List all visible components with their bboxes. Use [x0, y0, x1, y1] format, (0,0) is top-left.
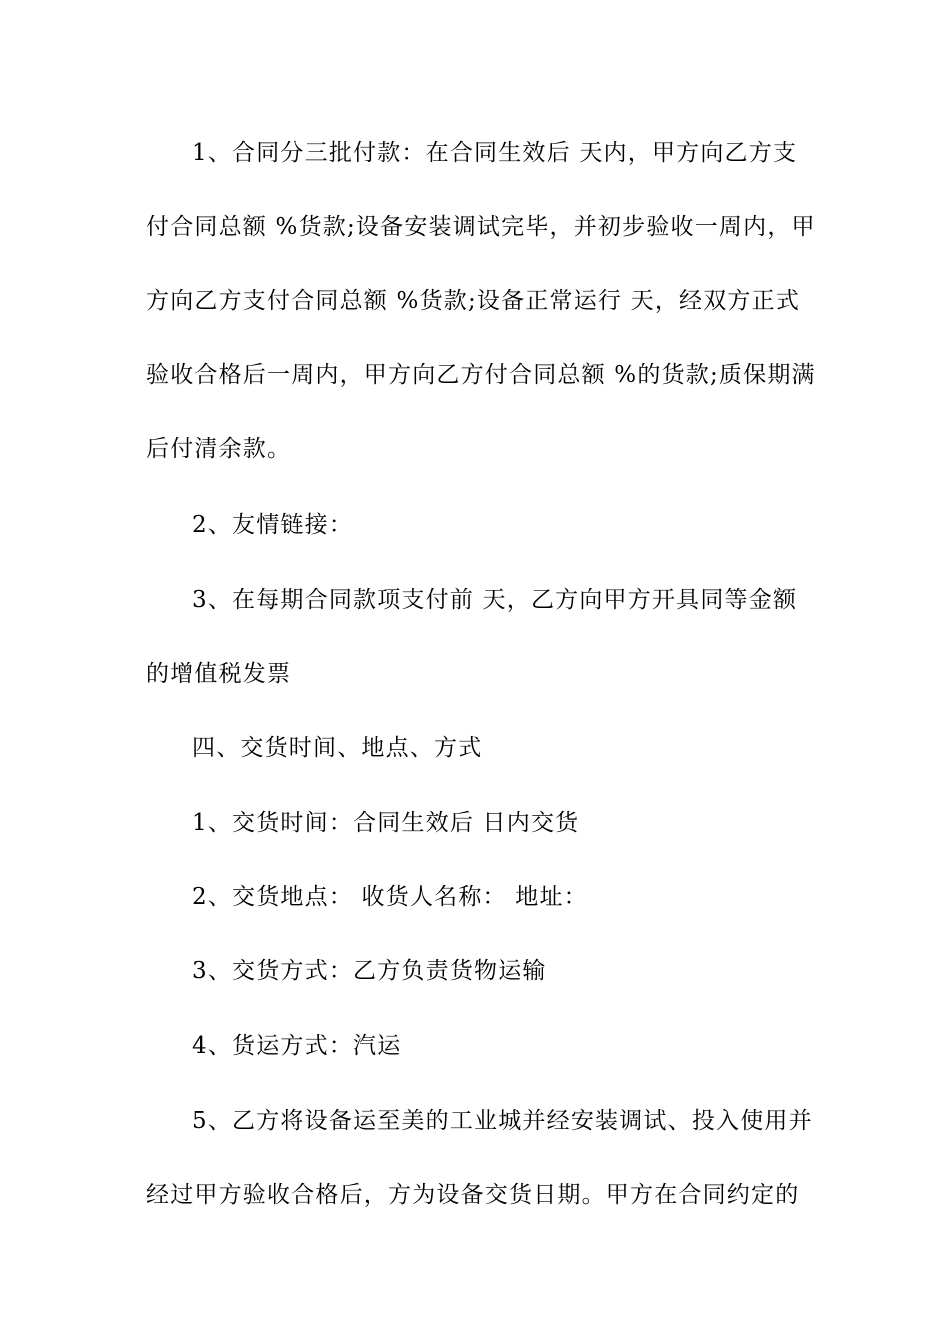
payment-clause-line-1: 1、合同分三批付款：在合同生效后 天内，甲方向乙方支 [192, 140, 798, 166]
payment-clause-line-2: 付合同总额 %货款;设备安装调试完毕，并初步验收一周内，甲 [146, 214, 816, 240]
payment-clause-line-4: 验收合格后一周内，甲方向乙方付合同总额 %的货款;质保期满 [146, 362, 816, 388]
payment-clause-line-5: 后付清余款。 [146, 436, 292, 462]
delivery-method-line: 3、交货方式：乙方负责货物运输 [192, 958, 547, 984]
invoice-clause-line-1: 3、在每期合同款项支付前 天，乙方向甲方开具同等金额 [192, 587, 798, 613]
shipping-method-line: 4、货运方式：汽运 [192, 1033, 402, 1059]
section-heading-delivery: 四、交货时间、地点、方式 [192, 735, 483, 761]
delivery-time-line: 1、交货时间：合同生效后 日内交货 [192, 810, 580, 836]
payment-clause-line-3: 方向乙方支付合同总额 %货款;设备正常运行 天，经双方正式 [146, 288, 801, 314]
delivery-date-clause-line-2: 经过甲方验收合格后，方为设备交货日期。甲方在合同约定的 [146, 1182, 800, 1208]
delivery-date-clause-line-1: 5、乙方将设备运至美的工业城并经安装调试、投入使用并 [192, 1108, 813, 1134]
friendly-link-line: 2、友情链接： [192, 512, 354, 538]
invoice-clause-line-2: 的增值税发票 [146, 661, 292, 687]
delivery-place-line: 2、交货地点： 收货人名称： 地址： [192, 884, 588, 910]
